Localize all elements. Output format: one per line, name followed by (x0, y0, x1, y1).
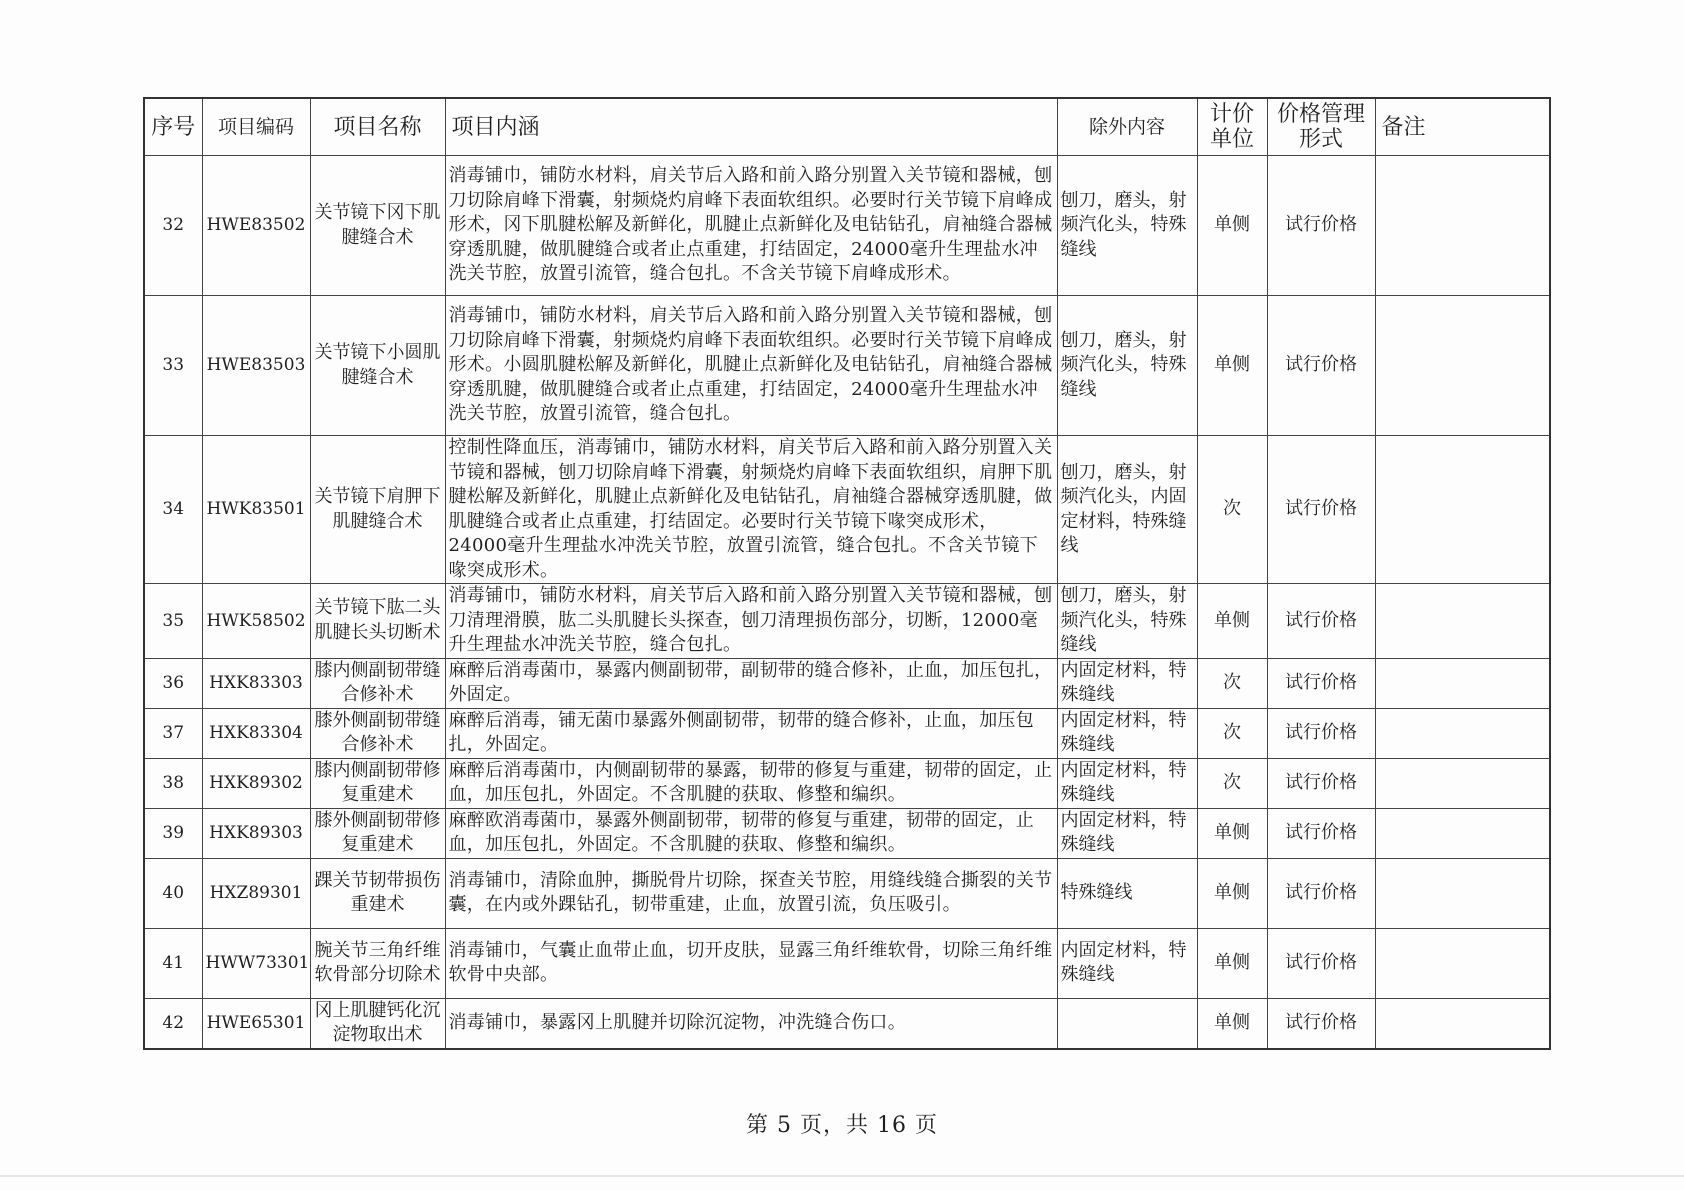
row-unit: 单侧 (1197, 156, 1267, 296)
row-content: 麻醉欧消毒菌巾，暴露外侧副韧带，韧带的修复与重建，韧带的固定，止血，加压包扎，外固定。不含肌腱的获取、修整和编织。 (445, 808, 1057, 858)
row-seq: 42 (144, 998, 202, 1049)
row-code: HWK58502 (202, 584, 310, 659)
row-content: 麻醉后消毒菌巾，暴露内侧副韧带，副韧带的缝合修补，止血，加压包扎，外固定。 (445, 658, 1057, 708)
header-content: 项目内涵 (445, 98, 1057, 156)
row-excluded: 内固定材料，特殊缝线 (1057, 808, 1197, 858)
row-content: 消毒铺巾，铺防水材料，肩关节后入路和前入路分别置入关节镜和器械，刨刀切除肩峰下滑囊，射频烧灼肩峰下表面软组织。必要时行关节镜下肩峰成形术。小圆肌腱松解及新鲜化，肌腱止点新鲜化及电钻钻孔，肩袖缝合器械穿透肌腱，做肌腱缝合或者止点重建，打结固定，24000毫升生理盐水冲洗关节腔，放置引流管，缝合包扎。 (445, 296, 1057, 436)
table-row (144, 584, 1550, 659)
row-note (1375, 658, 1550, 708)
price-table (143, 97, 1551, 1050)
table-row (144, 998, 1550, 1049)
row-mgmt: 试行价格 (1267, 584, 1375, 659)
row-unit: 单侧 (1197, 858, 1267, 928)
row-content: 麻醉后消毒菌巾，内侧副韧带的暴露，韧带的修复与重建，韧带的固定，止血，加压包扎，外固定。不含肌腱的获取、修整和编织。 (445, 758, 1057, 808)
row-seq: 37 (144, 708, 202, 758)
row-code: HXK89303 (202, 808, 310, 858)
row-mgmt: 试行价格 (1267, 858, 1375, 928)
scan-edge-divider (0, 1175, 1684, 1177)
table-row (144, 808, 1550, 858)
row-mgmt: 试行价格 (1267, 928, 1375, 998)
row-unit: 单侧 (1197, 928, 1267, 998)
row-name: 踝关节韧带损伤重建术 (310, 858, 445, 928)
row-content: 消毒铺巾，暴露冈上肌腱并切除沉淀物，冲洗缝合伤口。 (445, 998, 1057, 1049)
row-seq: 33 (144, 296, 202, 436)
table-body (144, 156, 1550, 1049)
row-seq: 34 (144, 436, 202, 584)
table-row (144, 156, 1550, 296)
row-name: 膝外侧副韧带缝合修补术 (310, 708, 445, 758)
row-unit: 次 (1197, 758, 1267, 808)
row-excluded: 内固定材料，特殊缝线 (1057, 708, 1197, 758)
page-number: 第 5 页，共 16 页 (746, 1113, 938, 1138)
row-excluded: 刨刀，磨头，射频汽化头，特殊缝线 (1057, 584, 1197, 659)
row-code: HXK83303 (202, 658, 310, 708)
header-note: 备注 (1375, 98, 1550, 156)
row-name: 关节镜下小圆肌腱缝合术 (310, 296, 445, 436)
row-unit: 单侧 (1197, 296, 1267, 436)
row-excluded: 内固定材料，特殊缝线 (1057, 928, 1197, 998)
header-unit: 计价单位 (1197, 98, 1267, 156)
row-code: HWE65301 (202, 998, 310, 1049)
table-row (144, 296, 1550, 436)
row-name: 关节镜下肩胛下肌腱缝合术 (310, 436, 445, 584)
row-note (1375, 858, 1550, 928)
row-content: 麻醉后消毒，铺无菌巾暴露外侧副韧带，韧带的缝合修补，止血，加压包扎，外固定。 (445, 708, 1057, 758)
row-code: HXK89302 (202, 758, 310, 808)
table-row (144, 928, 1550, 998)
header-code: 项目编码 (202, 98, 310, 156)
row-unit: 次 (1197, 708, 1267, 758)
row-seq: 39 (144, 808, 202, 858)
row-name: 膝内侧副韧带缝合修补术 (310, 658, 445, 708)
table-row (144, 658, 1550, 708)
header-mgmt: 价格管理形式 (1267, 98, 1375, 156)
row-seq: 32 (144, 156, 202, 296)
row-note (1375, 998, 1550, 1049)
row-note (1375, 708, 1550, 758)
row-seq: 38 (144, 758, 202, 808)
row-note (1375, 928, 1550, 998)
row-code: HXK83304 (202, 708, 310, 758)
row-name: 关节镜下肱二头肌腱长头切断术 (310, 584, 445, 659)
row-mgmt: 试行价格 (1267, 808, 1375, 858)
row-code: HWE83502 (202, 156, 310, 296)
row-content: 消毒铺巾，气囊止血带止血，切开皮肤，显露三角纤维软骨，切除三角纤维软骨中央部。 (445, 928, 1057, 998)
row-excluded: 刨刀，磨头，射频汽化头，内固定材料，特殊缝线 (1057, 436, 1197, 584)
header-seq: 序号 (144, 98, 202, 156)
row-name: 冈上肌腱钙化沉淀物取出术 (310, 998, 445, 1049)
row-content: 控制性降血压，消毒铺巾，铺防水材料，肩关节后入路和前入路分别置入关节镜和器械，刨刀切除肩峰下滑囊，射频烧灼肩峰下表面软组织，肩胛下肌腱松解及新鲜化，肌腱止点新鲜化及电钻钻孔，肩袖缝合器械穿透肌腱，做肌腱缝合或者止点重建，打结固定。必要时行关节镜下喙突成形术，24000毫升生理盐水冲洗关节腔，放置引流管，缝合包扎。不含关节镜下喙突成形术。 (445, 436, 1057, 584)
row-mgmt: 试行价格 (1267, 708, 1375, 758)
row-name: 腕关节三角纤维软骨部分切除术 (310, 928, 445, 998)
row-note (1375, 758, 1550, 808)
row-note (1375, 436, 1550, 584)
row-mgmt: 试行价格 (1267, 998, 1375, 1049)
row-code: HXZ89301 (202, 858, 310, 928)
row-unit: 单侧 (1197, 584, 1267, 659)
row-mgmt: 试行价格 (1267, 156, 1375, 296)
row-excluded: 内固定材料，特殊缝线 (1057, 658, 1197, 708)
row-note (1375, 808, 1550, 858)
row-note (1375, 584, 1550, 659)
row-content: 消毒铺巾，铺防水材料，肩关节后入路和前入路分别置入关节镜和器械，刨刀切除肩峰下滑囊，射频烧灼肩峰下表面软组织。必要时行关节镜下肩峰成形术，冈下肌腱松解及新鲜化，肌腱止点新鲜化及电钻钻孔，肩袖缝合器械穿透肌腱，做肌腱缝合或者止点重建，打结固定，24000毫升生理盐水冲洗关节腔，放置引流管，缝合包扎。不含关节镜下肩峰成形术。 (445, 156, 1057, 296)
row-note (1375, 156, 1550, 296)
row-unit: 次 (1197, 436, 1267, 584)
table-header-row (144, 98, 1550, 156)
row-mgmt: 试行价格 (1267, 758, 1375, 808)
row-content: 消毒铺巾，铺防水材料，肩关节后入路和前入路分别置入关节镜和器械，刨刀清理滑膜，肱二头肌腱长头探查，刨刀清理损伤部分，切断，12000毫升生理盐水冲洗关节腔，缝合包扎。 (445, 584, 1057, 659)
row-mgmt: 试行价格 (1267, 296, 1375, 436)
row-name: 膝外侧副韧带修复重建术 (310, 808, 445, 858)
row-name: 关节镜下冈下肌腱缝合术 (310, 156, 445, 296)
row-unit: 单侧 (1197, 808, 1267, 858)
row-mgmt: 试行价格 (1267, 658, 1375, 708)
row-unit: 单侧 (1197, 998, 1267, 1049)
row-excluded: 特殊缝线 (1057, 858, 1197, 928)
row-excluded: 内固定材料，特殊缝线 (1057, 758, 1197, 808)
table-row (144, 708, 1550, 758)
row-unit: 次 (1197, 658, 1267, 708)
table-row (144, 758, 1550, 808)
row-seq: 41 (144, 928, 202, 998)
row-mgmt: 试行价格 (1267, 436, 1375, 584)
row-content: 消毒铺巾，清除血肿，撕脱骨片切除，探查关节腔，用缝线缝合撕裂的关节囊，在内或外踝钻孔，韧带重建，止血，放置引流，负压吸引。 (445, 858, 1057, 928)
table-row (144, 858, 1550, 928)
table-row (144, 436, 1550, 584)
header-name: 项目名称 (310, 98, 445, 156)
row-seq: 36 (144, 658, 202, 708)
header-excluded: 除外内容 (1057, 98, 1197, 156)
row-excluded: 刨刀，磨头，射频汽化头，特殊缝线 (1057, 156, 1197, 296)
row-seq: 40 (144, 858, 202, 928)
row-code: HWE83503 (202, 296, 310, 436)
row-name: 膝内侧副韧带修复重建术 (310, 758, 445, 808)
row-excluded (1057, 998, 1197, 1049)
row-seq: 35 (144, 584, 202, 659)
row-code: HWK83501 (202, 436, 310, 584)
row-excluded: 刨刀，磨头，射频汽化头，特殊缝线 (1057, 296, 1197, 436)
row-code: HWW73301 (202, 928, 310, 998)
row-note (1375, 296, 1550, 436)
